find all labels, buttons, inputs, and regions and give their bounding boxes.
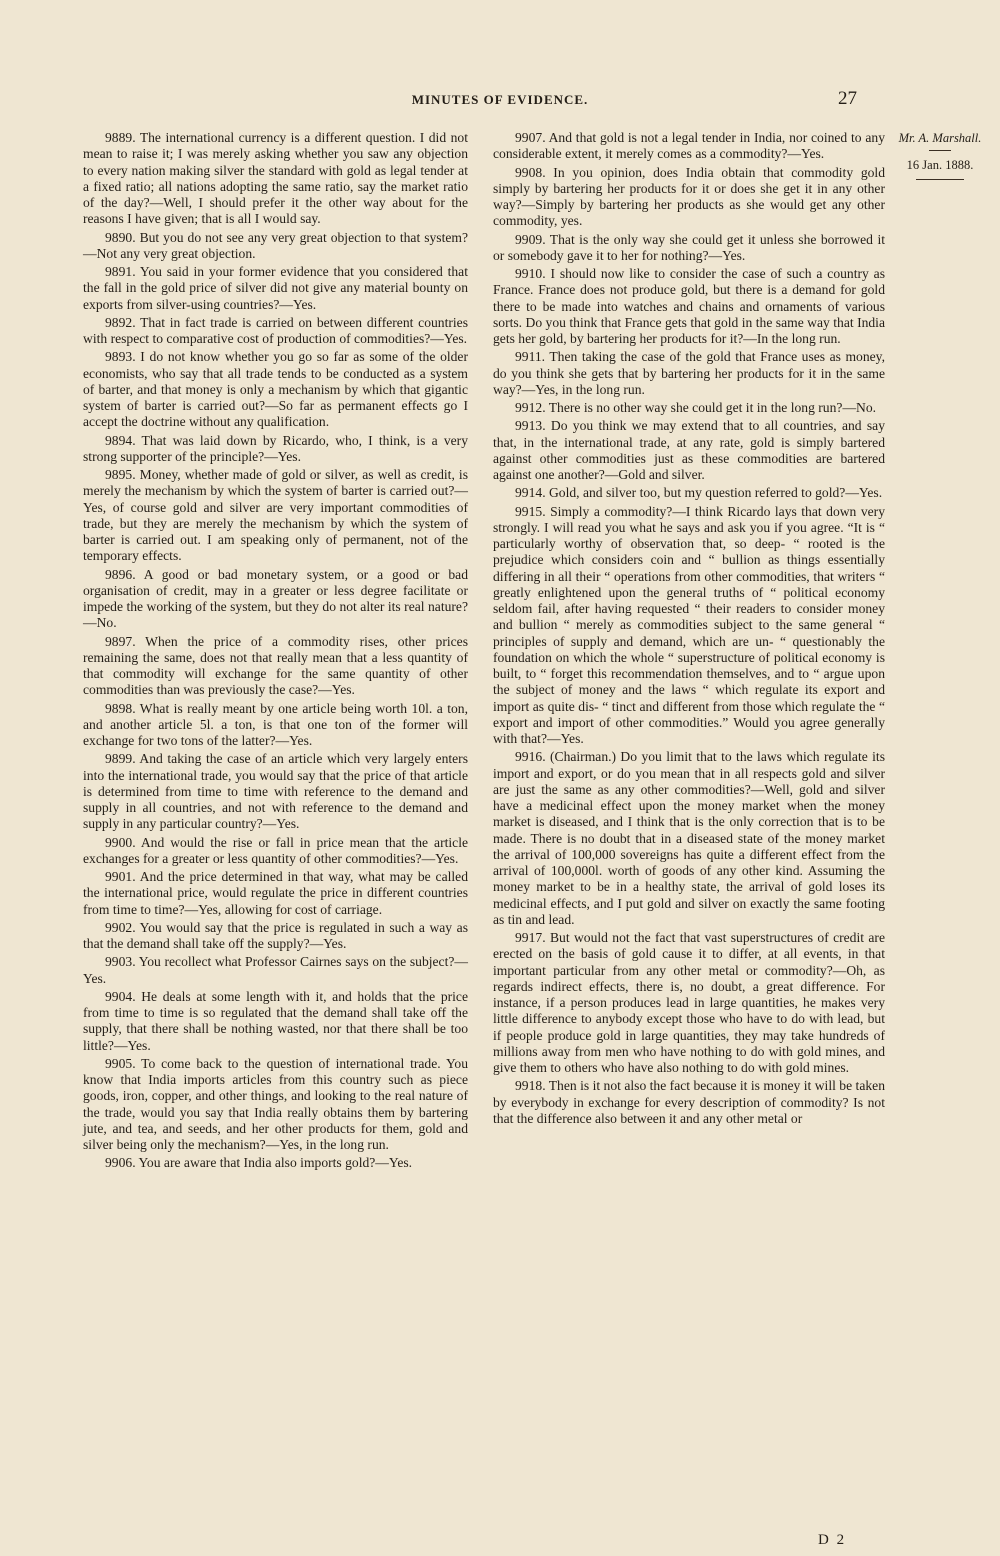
evidence-paragraph: 9897. When the price of a commodity rises, other prices remaining the same, does not that really mean that a less quantity of that commodity will exchange for the same quantity of other commodities than was previously the case?—Yes. bbox=[83, 633, 468, 698]
evidence-paragraph: 9917. But would not the fact that vast superstructures of credit are erected on the basis of gold cause it to differ, at all events, in that important particular from any other metal or commodity?—Oh, as regards indirect effects, there is, no doubt, a great difference. For instance, if a person produces lead in large quantities, he makes very little difference to anybody except those who have to do with lead, but if people produce gold in large quantities, they may take hundreds of millions away from men who have nothing to do with gold mines, and give them to others who have also nothing to do with gold mines. bbox=[493, 930, 885, 1075]
evidence-paragraph: 9898. What is really meant by one article being worth 10l. a ton, and another article 5l. a ton, is that one ton of the former will exchange for two tons of the latter?—Yes. bbox=[83, 700, 468, 748]
evidence-paragraph: 9899. And taking the case of an article which very largely enters into the international trade, you would say that the price of that article is determined from time to time with reference to the demand and supply in all countries, and not with reference to the demand and supply in any particular country?—Yes. bbox=[83, 751, 468, 832]
evidence-paragraph: 9916. (Chairman.) Do you limit that to the laws which regulate its import and export, or do you mean that in all respects gold and silver are just the same as any other commodities?—Well, gold and silver have a medicinal effect upon the money market when the money market is diseased, and I think that is the only correction that is to be made. There is no doubt that in a diseased state of the money market the arrival of 100,000 sovereigns has quite a different effect from the arrival of 100,000l. worth of goods of any other kind. Assuming the money market to be in a healthy state, the arrival of gold loses its medicinal effects, and I put gold and silver on exactly the same footing as tin and lead. bbox=[493, 749, 885, 927]
evidence-paragraph: 9904. He deals at some length with it, and holds that the price from time to time is so regulated that the demand shall take off the supply, that there shall be nothing wasted, nor that there shall be too little?—Yes. bbox=[83, 988, 468, 1053]
evidence-paragraph: 9889. The international currency is a different question. I did not mean to raise it; I was merely asking whether you saw any objection to every nation making silver the standard with gold as legal tender at a fixed ratio; all nations adopting the same ratio, say the market ratio of the day?—Well, I should prefer it the other way about for the reasons I have given; that is all I would say. bbox=[83, 130, 468, 227]
evidence-paragraph: 9915. Simply a commodity?—I think Ricardo lays that down very strongly. I will read you what he says and ask you if you agree. “It is “ particularly worthy of observation that, so deep- “ rooted is the prejudice which considers coin and “ bullion as things essentially differing in all their “ operations from other commodities, that writers “ greatly enlightened upon the general truths of “ political economy seldom fail, after having requested “ their readers to consider money and bullion “ merely as commodities subject to the same general “ principles of supply and demand, which are un- “ questionably the foundation on which the whole “ superstructure of political economy is built, to “ forget this recommendation themselves, and to “ argue upon the subject of money and the laws “ which regulate its export and import as quite dis- “ tinct and different from those which regulate the “ export and import of other commodities.” Would you agree generally with that?—Yes. bbox=[493, 503, 885, 746]
evidence-paragraph: 9901. And the price determined in that way, what may be called the international price, would regulate the price in different countries from time to time?—Yes, allowing for cost of carriage. bbox=[83, 869, 468, 917]
evidence-paragraph: 9914. Gold, and silver too, but my question referred to gold?—Yes. bbox=[515, 485, 883, 501]
divider bbox=[916, 179, 964, 180]
evidence-paragraph: 9908. In you opinion, does India obtain that commodity gold simply by bartering her products for it or does she get it in any other way?—Simply by bartering her products as she would get any other commodity, yes. bbox=[493, 164, 885, 229]
evidence-paragraph: 9911. Then taking the case of the gold that France uses as money, do you think she gets that by bartering her products for it in the same way?—Yes, in the long run. bbox=[493, 349, 885, 397]
right-column bbox=[493, 130, 885, 1129]
evidence-paragraph: 9896. A good or bad monetary system, or a good or bad organisation of credit, may in a greater or less degree facilitate or impede the working of the system, but they do not alter its real nature?—No. bbox=[83, 566, 468, 631]
evidence-paragraph: 9900. And would the rise or fall in price mean that the article exchanges for a greater or less quantity of other commodities?—Yes. bbox=[83, 834, 468, 866]
page-number: 27 bbox=[838, 88, 857, 109]
evidence-paragraph: 9913. Do you think we may extend that to all countries, and say that, in the international trade, at any rate, gold is simply bartered against other commodities just as these commodities are bartered against one another?—Gold and silver. bbox=[493, 418, 885, 482]
evidence-paragraph: 9894. That was laid down by Ricardo, who, I think, is a very strong supporter of the principle?—Yes. bbox=[83, 432, 468, 464]
evidence-paragraph: 9892. That in fact trade is carried on between different countries with respect to comparative cost of production of commodities?—Yes. bbox=[83, 314, 468, 346]
evidence-paragraph: 9910. I should now like to consider the case of such a country as France. France does not produce gold, but there is a demand for gold there to be made into watches and chains and ornaments of various sorts. Do you think that France gets that gold in the same way that India gets her gold, by bartering her products for it?—In the long run. bbox=[493, 266, 885, 346]
evidence-paragraph: 9905. To come back to the question of international trade. You know that India imports articles from this country such as piece goods, iron, copper, and other things, and looking to the real nature of the trade, would you say that India really obtains them by bartering jute, and tea, and seeds, and her other products for them, gold and silver being only the mechanism?—Yes, in the long run. bbox=[83, 1055, 468, 1152]
evidence-paragraph: 9906. You are aware that India also imports gold?—Yes. bbox=[105, 1155, 413, 1171]
running-header-title: MINUTES OF EVIDENCE. bbox=[411, 92, 589, 107]
evidence-paragraph: 9912. There is no other way she could get it in the long run?—No. bbox=[515, 400, 877, 415]
evidence-paragraph: 9903. You recollect what Professor Cairnes says on the subject?—Yes. bbox=[83, 954, 468, 986]
evidence-paragraph: 9890. But you do not see any very great objection to that system?—Not any very great objection. bbox=[83, 229, 468, 261]
evidence-paragraph: 9918. Then is it not also the fact because it is money it will be taken by everybody in exchange for every description of commodity? Is not that the difference also between it and any other metal or bbox=[493, 1078, 885, 1126]
marginal-note bbox=[890, 130, 990, 180]
hearing-date: 16 Jan. 1888. bbox=[906, 158, 974, 172]
evidence-paragraph: 9895. Money, whether made of gold or silver, as well as credit, is merely the mechanism by which the system of barter is carried out?—Yes, of course gold and silver are very important commodities of trade, but they are merely the mechanism by which the system of barter is carried out. I am speaking only of permanent, not of the temporary effects. bbox=[83, 467, 468, 564]
evidence-paragraph: 9893. I do not know whether you go so far as some of the older economists, who say that all trade tends to be conducted as a system of barter, and that money is only a mechanism by which that gigantic system of barter is carried out?—So far as permanent effects go I accept the doctrine without any qualification. bbox=[83, 349, 468, 430]
divider bbox=[929, 150, 951, 151]
evidence-paragraph: 9909. That is the only way she could get it unless she borrowed it or somebody gave it to her for nothing?—Yes. bbox=[493, 231, 885, 263]
evidence-paragraph: 9902. You would say that the price is regulated in such a way as that the demand shall take off the supply?—Yes. bbox=[83, 919, 468, 951]
witness-name: Mr. A. Marshall. bbox=[898, 131, 982, 145]
signature-mark: D 2 bbox=[818, 1532, 847, 1548]
evidence-paragraph: 9891. You said in your former evidence that you considered that the fall in the gold price of silver did not give any material bounty on exports from silver-using countries?—Yes. bbox=[83, 264, 468, 312]
evidence-paragraph: 9907. And that gold is not a legal tender in India, nor coined to any considerable extent, it merely comes as a commodity?—Yes. bbox=[493, 130, 885, 162]
left-column bbox=[83, 130, 468, 1174]
